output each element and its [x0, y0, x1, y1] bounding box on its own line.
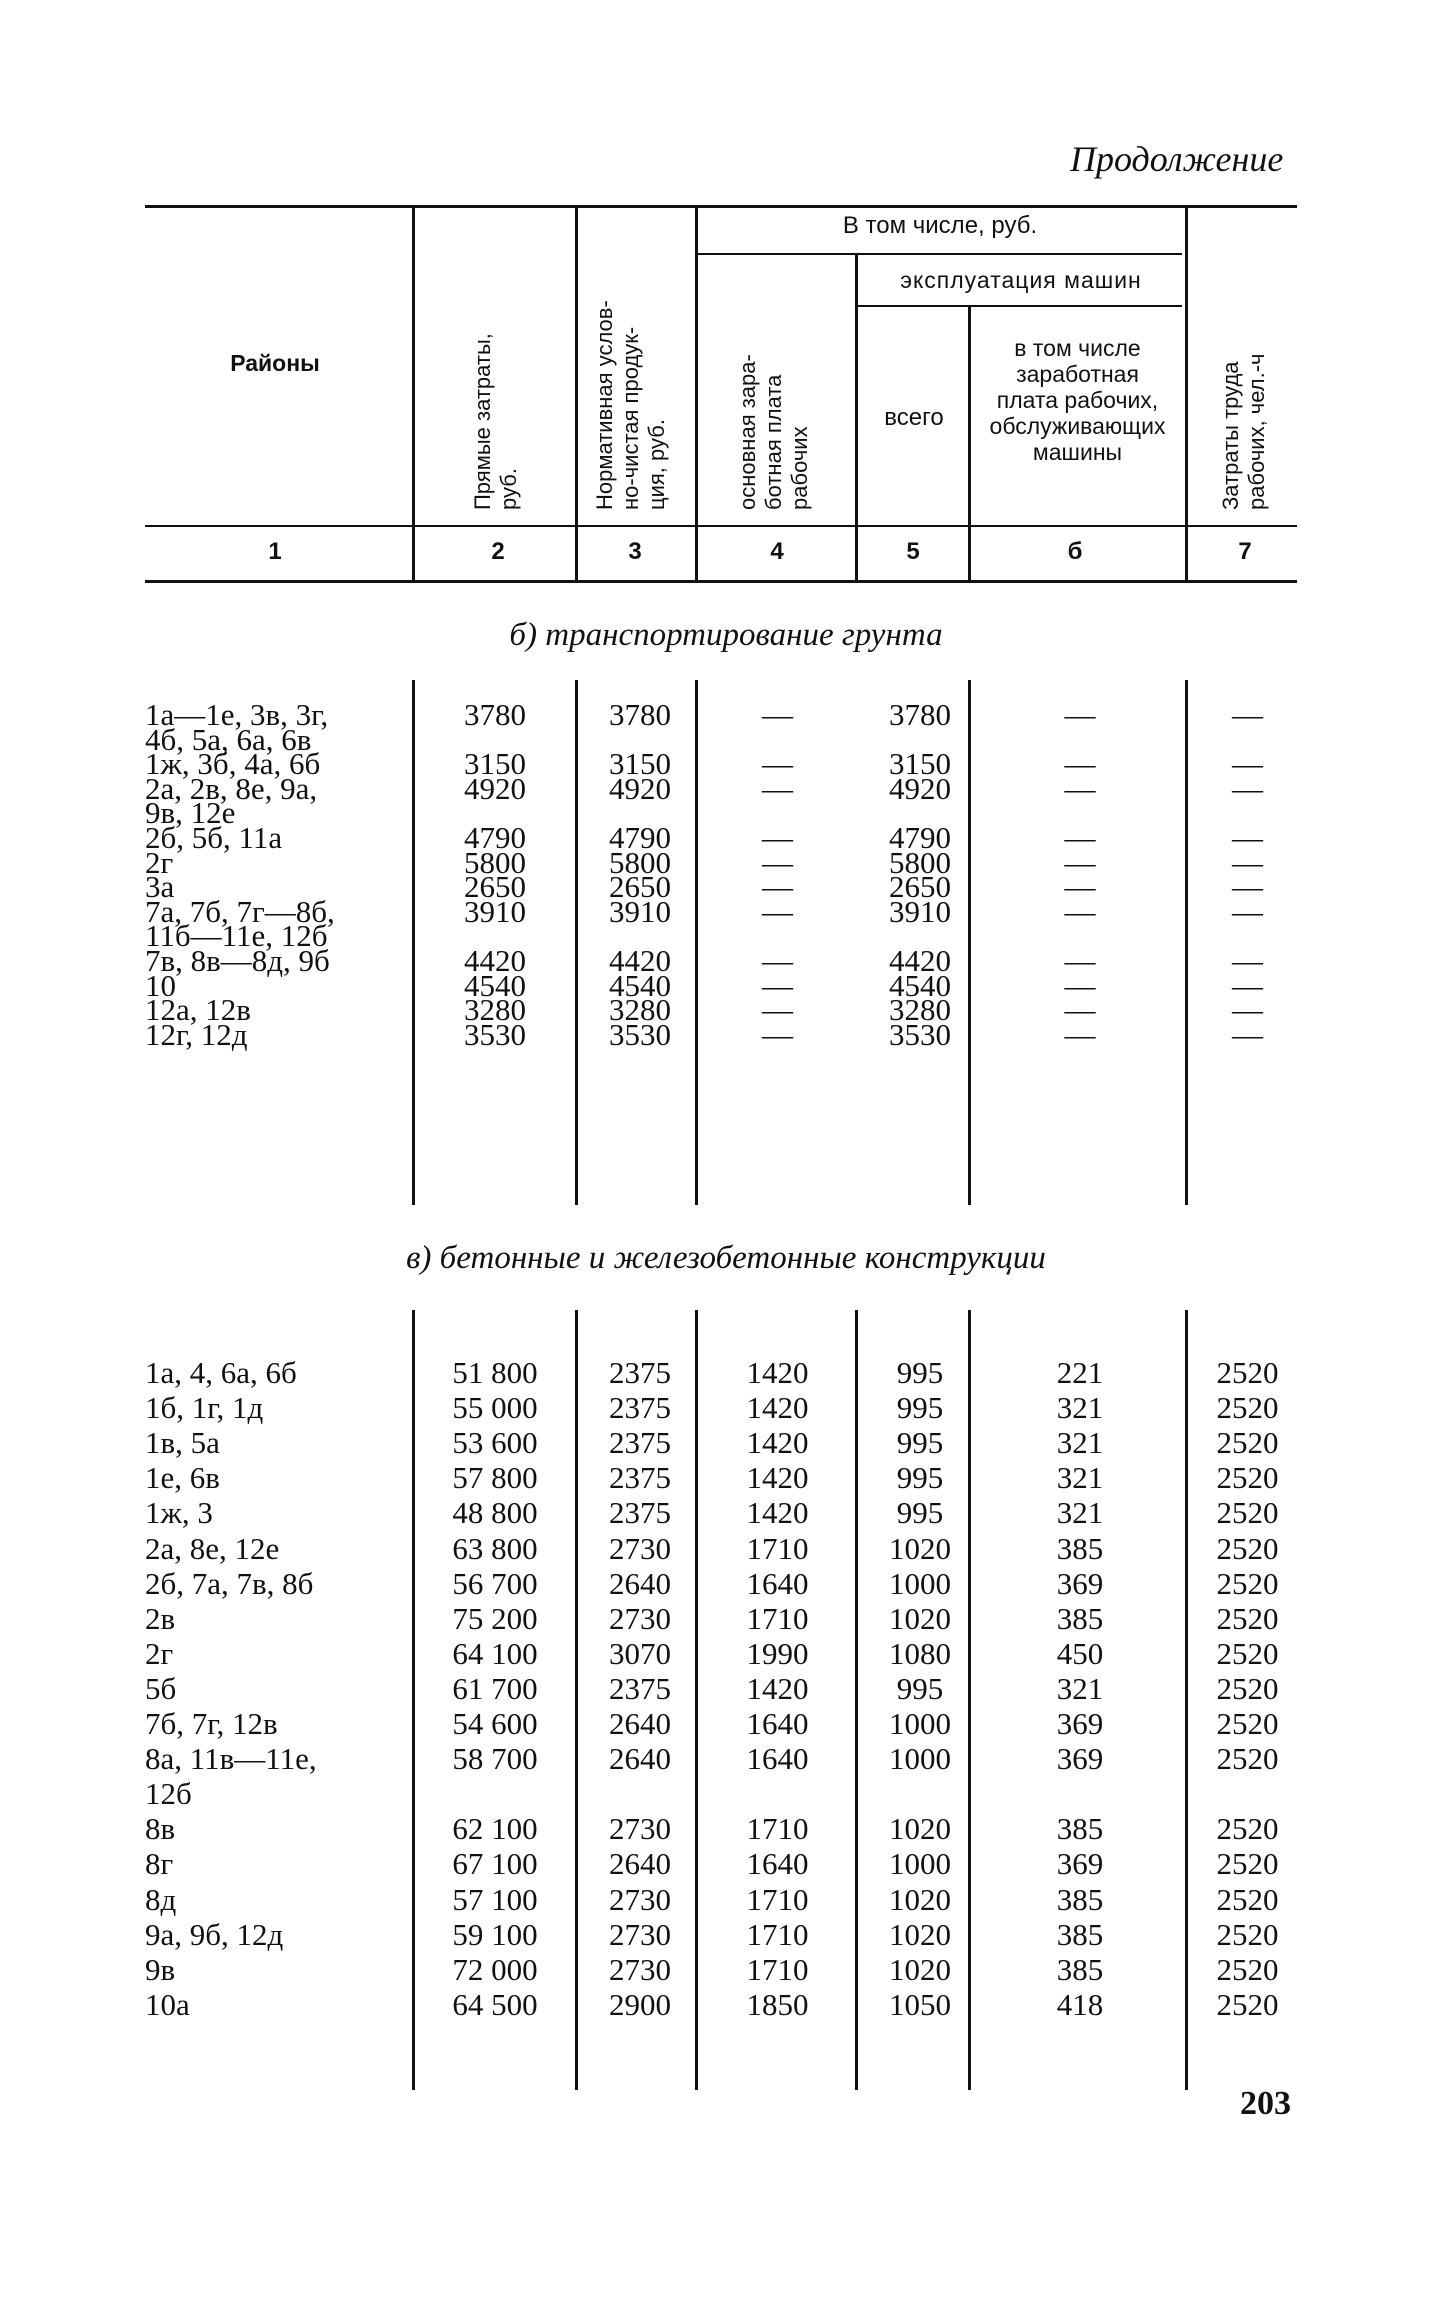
row-region: 10а [145, 1986, 190, 2022]
row-cell-c4: — [762, 893, 793, 929]
row-cell-c4: — [762, 746, 793, 782]
row-cell-c3: 2730 [609, 1811, 671, 1847]
row-cell-c3: 3150 [609, 746, 671, 782]
row-cell-c5: 995 [896, 1670, 944, 1706]
row-cell-c4: 1990 [746, 1635, 809, 1671]
row-cell-c6: — [1064, 967, 1096, 1003]
row-cell-c3: 2730 [609, 1600, 671, 1636]
row-region: 9в, 12е [145, 795, 236, 831]
row-region: 2г [145, 1635, 174, 1671]
row-cell-c2: 3530 [464, 1016, 526, 1052]
row-cell-c7: 2520 [1216, 1706, 1279, 1741]
row-cell-c5: 4790 [889, 820, 951, 855]
row-cell-c7: — [1232, 844, 1263, 880]
row-cell-c2: 3280 [464, 992, 526, 1028]
row-cell-c3: 2375 [609, 1460, 671, 1496]
header-group: В том числе, руб. [842, 212, 1038, 239]
row-cell-c7: 2520 [1216, 1495, 1279, 1531]
header-vline-2 [575, 205, 578, 580]
row-cell-c5: 3150 [889, 746, 951, 782]
row-cell-c5: 3530 [889, 1016, 951, 1052]
row-cell-c4: — [762, 967, 793, 1003]
table-row [0, 1601, 1452, 1636]
row-cell-c6: 385 [1056, 1951, 1104, 1987]
row-cell-c7: 2520 [1216, 1530, 1279, 1566]
row-region: 9в [145, 1951, 176, 1987]
row-cell-c4: 1420 [746, 1460, 809, 1496]
table-row [0, 1846, 1452, 1881]
table-row [0, 1882, 1452, 1917]
row-region: 7а, 7б, 7г—8б, [145, 893, 335, 929]
header-col1: Районы [230, 350, 320, 376]
row-cell-c2: 61 700 [452, 1670, 538, 1706]
row-cell-c2: 4420 [464, 943, 526, 978]
row-cell-c2: 64 500 [452, 1986, 538, 2022]
row-cell-c2: 56 700 [452, 1565, 538, 1601]
row-region: 7б, 7г, 12в [145, 1706, 278, 1741]
header-bottom-rule [145, 525, 1297, 527]
colnum-4: 4 [770, 538, 784, 565]
row-cell-c5: 995 [896, 1495, 944, 1531]
row-region: 1а, 4, 6а, 6б [145, 1355, 297, 1390]
row-region: 12г, 12д [145, 1016, 248, 1052]
header-vline-3 [695, 205, 698, 580]
row-cell-c5: 1020 [889, 1530, 951, 1566]
header-vline-6 [1185, 205, 1188, 580]
row-cell-c5: 2650 [889, 869, 951, 905]
row-cell-c5: 995 [896, 1460, 944, 1496]
row-cell-c7: — [1232, 943, 1263, 978]
row-cell-c4: — [762, 992, 793, 1028]
row-cell-c7: 2520 [1216, 1811, 1279, 1847]
row-cell-c2: 67 100 [452, 1846, 538, 1882]
row-cell-c4: — [762, 943, 793, 978]
row-cell-c6: — [1064, 1016, 1096, 1052]
row-region: 12б [145, 1776, 192, 1812]
row-cell-c7: 2520 [1216, 1951, 1279, 1987]
table-row [0, 1741, 1452, 1776]
colnum-6: б [1067, 538, 1083, 565]
row-cell-c3: 2730 [609, 1951, 671, 1987]
table-row [0, 1460, 1452, 1495]
row-region: 3а [145, 869, 175, 905]
table-row [0, 1671, 1452, 1706]
row-cell-c3: 4420 [609, 943, 671, 978]
row-cell-c6: — [1064, 746, 1096, 782]
row-cell-c7: 2520 [1216, 1355, 1279, 1390]
header-col2: Прямые затраты, руб. [470, 333, 521, 510]
row-region: 8в [145, 1811, 176, 1847]
table-row [0, 1495, 1452, 1530]
row-region: 1б, 1г, 1д [145, 1390, 264, 1426]
row-cell-c3: 2640 [609, 1706, 671, 1741]
header-vline-1 [412, 205, 415, 580]
row-cell-c3: 2730 [609, 1530, 671, 1566]
row-region: 1ж, 3б, 4а, 6б [145, 746, 321, 782]
row-cell-c2: 63 800 [452, 1530, 538, 1566]
row-cell-c7: 2520 [1216, 1670, 1279, 1706]
row-region: 8г [145, 1846, 174, 1882]
row-cell-c6: — [1064, 820, 1096, 855]
row-cell-c2: 53 600 [452, 1425, 538, 1461]
row-cell-c7: — [1232, 992, 1263, 1028]
row-cell-c4: 1640 [746, 1741, 809, 1777]
row-cell-c4: 1640 [746, 1565, 809, 1601]
row-cell-c5: 4540 [889, 967, 951, 1003]
row-cell-c5: 1080 [889, 1635, 951, 1671]
row-cell-c7: 2520 [1216, 1846, 1279, 1882]
row-cell-c3: 2640 [609, 1565, 671, 1601]
row-cell-c2: 4540 [464, 967, 526, 1003]
row-cell-c5: 3780 [889, 697, 951, 732]
row-cell-c4: 1640 [746, 1846, 809, 1882]
row-cell-c2: 54 600 [452, 1706, 538, 1741]
row-cell-c3: 2640 [609, 1846, 671, 1882]
header-col5: всего [884, 404, 944, 431]
row-cell-c6: 369 [1056, 1846, 1104, 1882]
row-cell-c6: — [1064, 770, 1096, 806]
row-region: 8д [145, 1881, 177, 1917]
row-region: 1а—1е, 3в, 3г, [145, 697, 329, 732]
row-cell-c2: 58 700 [452, 1741, 538, 1777]
row-cell-c2: 3150 [464, 746, 526, 782]
row-cell-c4: — [762, 1016, 793, 1052]
header-machines: эксплуатация машин [900, 267, 1142, 293]
table-row [0, 1811, 1452, 1846]
table-row [0, 1355, 1452, 1390]
row-region: 1е, 6в [145, 1460, 220, 1496]
row-cell-c6: 450 [1056, 1635, 1104, 1671]
row-cell-c3: 3280 [609, 992, 671, 1028]
row-cell-c3: 2900 [609, 1986, 671, 2022]
header-vline-5 [968, 305, 971, 580]
row-cell-c2: 51 800 [452, 1355, 538, 1390]
section-v-title: в) бетонные и железобетонные конструкции [406, 1240, 1046, 1276]
row-cell-c7: 2520 [1216, 1635, 1279, 1671]
row-region: 2б, 7а, 7в, 8б [145, 1565, 314, 1601]
row-cell-c6: 385 [1056, 1811, 1104, 1847]
row-cell-c4: 1710 [746, 1951, 809, 1987]
row-cell-c7: — [1232, 967, 1263, 1003]
row-cell-c7: 2520 [1216, 1390, 1279, 1426]
row-cell-c6: 385 [1056, 1881, 1104, 1917]
row-cell-c7: 2520 [1216, 1460, 1279, 1496]
table-row [0, 1636, 1452, 1671]
row-region: 10 [145, 967, 176, 1003]
row-cell-c4: — [762, 770, 793, 806]
row-cell-c7: — [1232, 746, 1263, 782]
row-cell-c7: 2520 [1216, 1565, 1279, 1601]
row-cell-c7: — [1232, 893, 1263, 929]
row-cell-c5: 4420 [889, 943, 951, 978]
row-cell-c6: — [1064, 844, 1096, 880]
row-cell-c2: 55 000 [452, 1390, 538, 1426]
table-row [0, 1776, 1452, 1811]
row-cell-c5: 1020 [889, 1951, 951, 1987]
row-cell-c6: 385 [1056, 1600, 1104, 1636]
row-cell-c5: 995 [896, 1355, 944, 1390]
section-b-title: б) транспортирование грунта [509, 617, 943, 653]
row-cell-c5: 1020 [889, 1881, 951, 1917]
row-cell-c6: — [1064, 992, 1096, 1028]
row-region: 2г [145, 844, 174, 880]
row-cell-c6: — [1064, 869, 1096, 905]
row-region: 2б, 5б, 11а [145, 820, 283, 855]
row-cell-c6: 369 [1056, 1706, 1104, 1741]
row-cell-c7: — [1232, 820, 1263, 855]
header-col4: основная зара- ботная плата рабочих [735, 354, 812, 510]
row-cell-c4: 1420 [746, 1495, 809, 1531]
row-cell-c7: 2520 [1216, 1916, 1279, 1952]
row-cell-c2: 2650 [464, 869, 526, 905]
row-region: 1ж, 3 [145, 1495, 213, 1531]
row-cell-c4: — [762, 844, 793, 880]
row-cell-c3: 3530 [609, 1016, 671, 1052]
row-cell-c5: 1050 [889, 1986, 951, 2022]
row-cell-c5: 995 [896, 1390, 944, 1426]
row-cell-c2: 4790 [464, 820, 526, 855]
row-cell-c2: 5800 [464, 844, 526, 880]
group-rule [697, 253, 1182, 255]
row-cell-c4: 1710 [746, 1881, 809, 1917]
header-col6: в том числе заработная плата рабочих, обслуживающих машины [989, 335, 1166, 465]
table-row [0, 1531, 1452, 1566]
row-cell-c3: 3070 [609, 1635, 671, 1671]
colnum-3: 3 [628, 538, 642, 565]
machines-rule [858, 305, 1182, 307]
row-cell-c5: 1000 [889, 1741, 951, 1777]
row-region: 7в, 8в—8д, 9б [145, 943, 330, 978]
row-cell-c6: 321 [1056, 1425, 1104, 1461]
row-cell-c5: 995 [896, 1425, 944, 1461]
row-cell-c2: 3780 [464, 697, 526, 732]
row-region: 5б [145, 1670, 177, 1706]
row-cell-c6: 385 [1056, 1530, 1104, 1566]
row-cell-c6: — [1064, 893, 1096, 929]
row-cell-c2: 64 100 [452, 1635, 538, 1671]
row-cell-c4: 1710 [746, 1916, 809, 1952]
table-row [0, 1706, 1452, 1741]
row-cell-c5: 4920 [889, 770, 951, 806]
row-cell-c2: 3910 [464, 893, 526, 929]
row-cell-c7: 2520 [1216, 1986, 1279, 2022]
row-cell-c7: — [1232, 869, 1263, 905]
row-region: 11б—11е, 12б [145, 918, 328, 954]
header-col7: Затраты труда рабочих, чел.-ч [1218, 353, 1269, 510]
header-col3: Нормативная услов- но-чистая продук- ция, руб. [592, 300, 669, 510]
table-row [0, 1952, 1452, 1987]
row-region: 2а, 8е, 12е [145, 1530, 280, 1566]
row-region: 9а, 9б, 12д [145, 1916, 284, 1952]
row-cell-c3: 2640 [609, 1741, 671, 1777]
numbers-bottom-rule [145, 580, 1297, 583]
row-cell-c6: 321 [1056, 1460, 1104, 1496]
row-cell-c6: 369 [1056, 1741, 1104, 1777]
row-cell-c2: 57 800 [452, 1460, 538, 1496]
row-cell-c7: — [1232, 770, 1263, 806]
row-cell-c7: — [1232, 697, 1263, 732]
row-cell-c3: 2730 [609, 1916, 671, 1952]
row-cell-c4: — [762, 820, 793, 855]
row-region: 4б, 5а, 6а, 6в [145, 721, 312, 757]
row-cell-c6: — [1064, 697, 1096, 732]
row-cell-c4: 1710 [746, 1600, 809, 1636]
row-cell-c7: 2520 [1216, 1741, 1279, 1777]
row-cell-c5: 3280 [889, 992, 951, 1028]
row-cell-c3: 2375 [609, 1670, 671, 1706]
row-cell-c6: 321 [1056, 1495, 1104, 1531]
row-cell-c2: 4920 [464, 770, 526, 806]
row-cell-c4: 1420 [746, 1390, 809, 1426]
table-row [0, 1917, 1452, 1952]
row-region: 2а, 2в, 8е, 9а, [145, 770, 318, 806]
table-row [0, 1987, 1452, 2022]
colnum-2: 2 [491, 538, 505, 565]
row-region: 1в, 5а [145, 1425, 220, 1461]
row-cell-c6: — [1064, 943, 1096, 978]
row-cell-c3: 2375 [609, 1425, 671, 1461]
row-cell-c5: 5800 [889, 844, 951, 880]
colnum-1: 1 [268, 538, 282, 565]
row-cell-c7: 2520 [1216, 1600, 1279, 1636]
row-cell-c4: — [762, 697, 793, 732]
row-cell-c2: 75 200 [452, 1600, 538, 1636]
page-number: 203 [1240, 2085, 1291, 2122]
row-cell-c6: 418 [1056, 1986, 1104, 2022]
table-row [0, 1425, 1452, 1460]
row-region: 8а, 11в—11е, [145, 1741, 317, 1777]
row-cell-c3: 5800 [609, 844, 671, 880]
header-vline-4 [855, 253, 858, 580]
row-cell-c5: 1020 [889, 1811, 951, 1847]
row-cell-c5: 1000 [889, 1706, 951, 1741]
row-cell-c5: 1000 [889, 1846, 951, 1882]
row-cell-c5: 1020 [889, 1600, 951, 1636]
row-cell-c4: 1640 [746, 1706, 809, 1741]
row-cell-c3: 4920 [609, 770, 671, 806]
row-cell-c4: 1420 [746, 1355, 809, 1390]
header-top-rule [145, 205, 1297, 208]
table-row [0, 1017, 1452, 1052]
table-row [0, 1566, 1452, 1601]
row-cell-c3: 4790 [609, 820, 671, 855]
row-cell-c4: 1420 [746, 1670, 809, 1706]
row-cell-c2: 48 800 [452, 1495, 538, 1531]
row-region: 2в [145, 1600, 176, 1636]
row-cell-c3: 3780 [609, 697, 671, 732]
row-cell-c3: 2650 [609, 869, 671, 905]
row-cell-c6: 321 [1056, 1670, 1104, 1706]
row-cell-c7: — [1232, 1016, 1263, 1052]
row-cell-c6: 369 [1056, 1565, 1104, 1601]
row-cell-c2: 72 000 [452, 1951, 538, 1987]
row-cell-c3: 2375 [609, 1495, 671, 1531]
row-cell-c2: 57 100 [452, 1881, 538, 1917]
row-cell-c3: 2375 [609, 1390, 671, 1426]
continued-note: Продолжение [1070, 139, 1284, 179]
row-cell-c3: 2375 [609, 1355, 671, 1390]
table-row [0, 1390, 1452, 1425]
row-cell-c4: — [762, 869, 793, 905]
row-cell-c7: 2520 [1216, 1425, 1279, 1461]
row-cell-c4: 1710 [746, 1811, 809, 1847]
row-cell-c6: 221 [1056, 1355, 1104, 1390]
colnum-5: 5 [906, 538, 920, 565]
row-region: 12а, 12в [145, 992, 251, 1028]
row-cell-c2: 59 100 [452, 1916, 538, 1952]
row-cell-c4: 1710 [746, 1530, 809, 1566]
row-cell-c3: 4540 [609, 967, 671, 1003]
row-cell-c2: 62 100 [452, 1811, 538, 1847]
row-cell-c3: 2730 [609, 1881, 671, 1917]
row-cell-c6: 385 [1056, 1916, 1104, 1952]
row-cell-c3: 3910 [609, 893, 671, 929]
row-cell-c4: 1850 [746, 1986, 809, 2022]
row-cell-c6: 321 [1056, 1390, 1104, 1426]
row-cell-c5: 3910 [889, 893, 951, 929]
colnum-7: 7 [1238, 538, 1252, 565]
row-cell-c5: 1000 [889, 1565, 951, 1601]
row-cell-c4: 1420 [746, 1425, 809, 1461]
row-cell-c7: 2520 [1216, 1881, 1279, 1917]
row-cell-c5: 1020 [889, 1916, 951, 1952]
